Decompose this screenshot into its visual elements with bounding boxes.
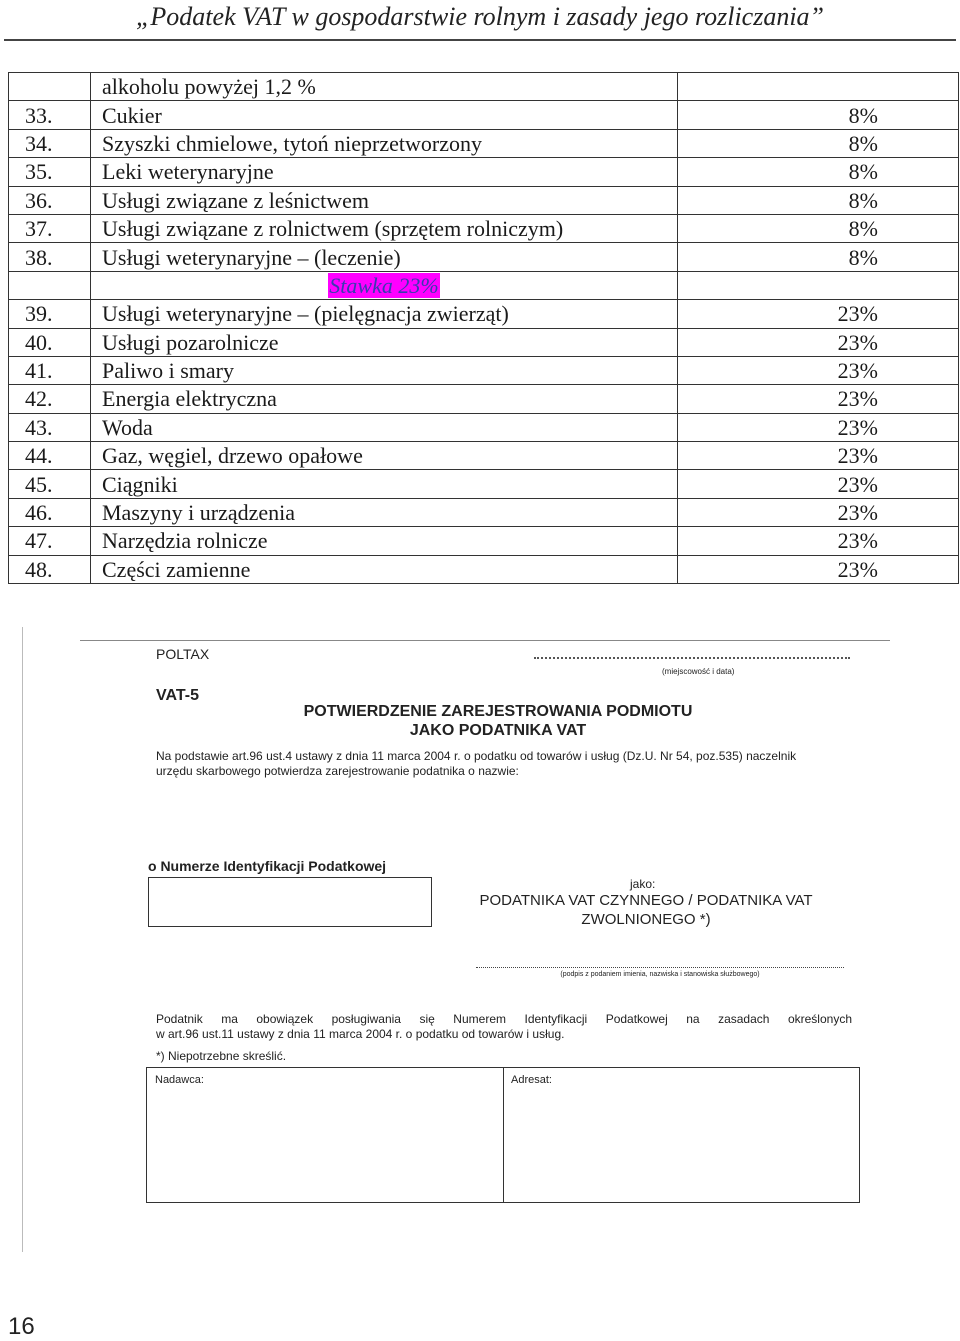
row-number: 35.: [9, 158, 91, 186]
rate-cell: [678, 271, 959, 299]
vat-rate: 23%: [678, 498, 959, 526]
taxpayer-type: [446, 891, 846, 929]
vat-rate: 23%: [678, 555, 959, 583]
vat-rate: 23%: [678, 442, 959, 470]
table-row: [9, 101, 959, 129]
item-name: Woda: [91, 413, 678, 441]
vat-rate: 8%: [678, 158, 959, 186]
table-row: [9, 214, 959, 242]
item-name: alkoholu powyżej 1,2 %: [91, 73, 678, 101]
table-row: [9, 158, 959, 186]
item-name: Szyszki chmielowe, tytoń nieprzetworzony: [91, 129, 678, 157]
table-row: [9, 442, 959, 470]
table-section-heading: [9, 271, 959, 299]
item-name: Usługi weterynaryjne – (pielęgnacja zwierząt): [91, 300, 678, 328]
nip-label: o Numerze Identyfikacji Podatkowej: [148, 858, 387, 874]
address-divider: [503, 1068, 504, 1202]
jako-label: jako:: [630, 877, 656, 891]
page-header: [0, 0, 960, 40]
row-number: 33.: [9, 101, 91, 129]
row-number: 39.: [9, 300, 91, 328]
row-number: 42.: [9, 385, 91, 413]
form-top-rule: [80, 640, 890, 641]
table-row: [9, 498, 959, 526]
row-number-cell: [9, 271, 91, 299]
vat-rate: 8%: [678, 129, 959, 157]
legal-basis: [156, 749, 856, 779]
vat5-form-image: [22, 627, 940, 1252]
section-heading: Stawka 23%: [329, 272, 439, 298]
item-name: Ciągniki: [91, 470, 678, 498]
vat-rate: 23%: [678, 300, 959, 328]
row-number: [9, 73, 91, 101]
header-rule: [4, 39, 956, 41]
legal-basis-line1: Na podstawie art.96 ust.4 ustawy z dnia 11 marca 2004 r. o podatku od towarów i usług (Dz.U. Nr 54, poz.535) naczelnik: [156, 749, 797, 763]
item-name: Energia elektryczna: [91, 385, 678, 413]
row-number: 43.: [9, 413, 91, 441]
vat-rate: 23%: [678, 385, 959, 413]
row-number: 34.: [9, 129, 91, 157]
table-row: [9, 243, 959, 271]
signature-dots: [476, 967, 844, 968]
obligation-line2: w art.96 ust.11 ustawy z dnia 11 marca 2004 r. o podatku od towarów i usług.: [156, 1027, 565, 1041]
row-number: 38.: [9, 243, 91, 271]
item-name: Cukier: [91, 101, 678, 129]
footnote: *) Niepotrzebne skreślić.: [156, 1049, 287, 1063]
table-row: [9, 356, 959, 384]
section-heading-cell: [91, 271, 678, 299]
vat-rate: 23%: [678, 328, 959, 356]
address-box: [146, 1067, 860, 1203]
table-row: [9, 555, 959, 583]
table-row: [9, 527, 959, 555]
row-number: 44.: [9, 442, 91, 470]
form-code: VAT-5: [156, 687, 199, 704]
signature-caption: (podpis z podaniem imienia, nazwiska i stanowiska służbowego): [560, 971, 760, 978]
vat-rate: 8%: [678, 186, 959, 214]
place-date-caption: (miejscowość i data): [662, 667, 735, 676]
taxpayer-type-line2: ZWOLNIONEGO *): [581, 911, 711, 928]
row-number: 47.: [9, 527, 91, 555]
vat-rate: 8%: [678, 101, 959, 129]
taxpayer-type-line1: PODATNIKA VAT CZYNNEGO / PODATNIKA VAT: [479, 892, 813, 909]
table-row: [9, 73, 959, 101]
item-name: Leki weterynaryjne: [91, 158, 678, 186]
row-number: 36.: [9, 186, 91, 214]
vat-rate: 23%: [678, 413, 959, 441]
document-title: „Podatek VAT w gospodarstwie rolnym i zasady jego rozliczania”: [135, 2, 825, 31]
sender-label: Nadawca:: [155, 1074, 204, 1086]
item-name: Paliwo i smary: [91, 356, 678, 384]
item-name: Usługi pozarolnicze: [91, 328, 678, 356]
form-title-line1: POTWIERDZENIE ZAREJESTROWANIA PODMIOTU: [303, 703, 693, 720]
form-title-line2: JAKO PODATNIKA VAT: [409, 722, 587, 739]
obligation-line1: Podatnik ma obowiązek posługiwania się Numerem Identyfikacji Podatkowej na zasadach określonych: [156, 1012, 852, 1026]
table-row: [9, 413, 959, 441]
row-number: 37.: [9, 214, 91, 242]
vat-rate: 23%: [678, 356, 959, 384]
table-row: [9, 385, 959, 413]
item-name: Usługi związane z rolnictwem (sprzętem rolniczym): [91, 214, 678, 242]
item-name: Części zamienne: [91, 555, 678, 583]
poltax-label: POLTAX: [156, 646, 210, 662]
vat-rate: [678, 73, 959, 101]
item-name: Gaz, węgiel, drzewo opałowe: [91, 442, 678, 470]
row-number: 40.: [9, 328, 91, 356]
item-name: Usługi związane z leśnictwem: [91, 186, 678, 214]
recipient-label: Adresat:: [511, 1074, 552, 1086]
item-name: Narzędzia rolnicze: [91, 527, 678, 555]
nip-box: [148, 877, 432, 927]
vat-rate: 8%: [678, 214, 959, 242]
table-row: [9, 129, 959, 157]
vat-rate: 23%: [678, 527, 959, 555]
row-number: 41.: [9, 356, 91, 384]
scan-edge: [22, 627, 23, 1252]
row-number: 48.: [9, 555, 91, 583]
item-name: Maszyny i urządzenia: [91, 498, 678, 526]
page-number: 16: [8, 1313, 35, 1340]
table-row: [9, 300, 959, 328]
vat-rate: 8%: [678, 243, 959, 271]
row-number: 46.: [9, 498, 91, 526]
vat-rate: 23%: [678, 470, 959, 498]
row-number: 45.: [9, 470, 91, 498]
table-row: [9, 470, 959, 498]
table-row: [9, 186, 959, 214]
table-row: [9, 328, 959, 356]
vat-rates-table: [8, 72, 959, 584]
legal-basis-line2: urzędu skarbowego potwierdza zarejestrowanie podatnika o nazwie:: [156, 764, 519, 778]
place-date-dots: [534, 657, 850, 659]
item-name: Usługi weterynaryjne – (leczenie): [91, 243, 678, 271]
obligation-text: [156, 1012, 852, 1042]
form-title: [278, 702, 718, 740]
